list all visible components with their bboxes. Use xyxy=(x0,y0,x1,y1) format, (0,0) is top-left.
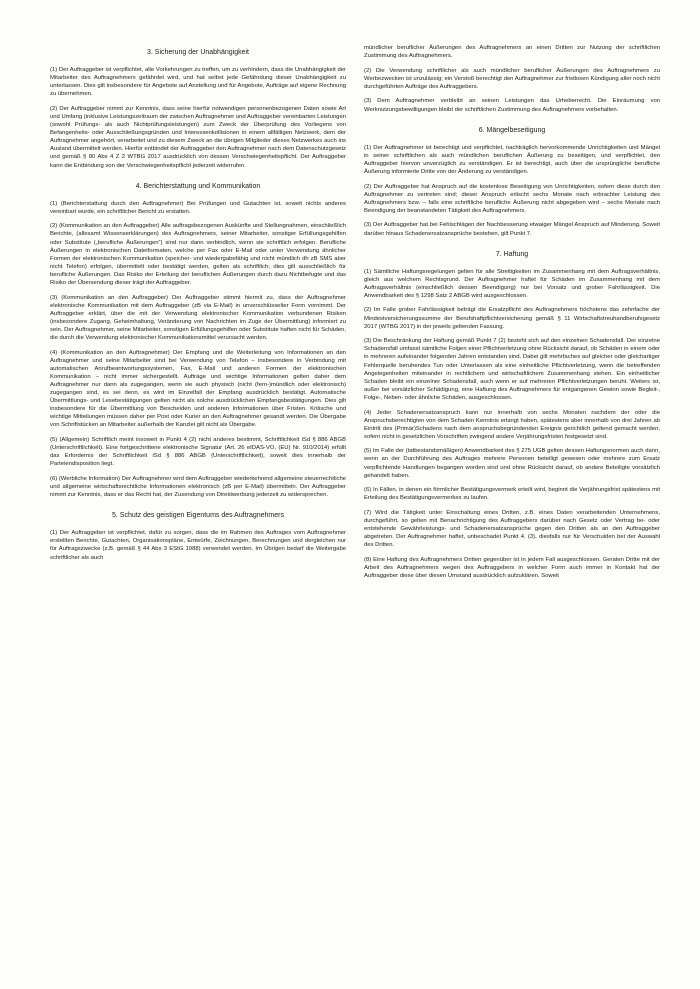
section-6-paragraph-1: (1) Der Auftragnehmer ist berechtigt und verpflichtet, nachträglich hervorkommende Unrichtigkeiten und Mängel in seiner schriftlichen als auch mündlichen beruflichen Äußerung zu beseitigen, und verpflichtet, den Auftraggeber hiervon unverzüglich zu verständigen. Er ist berechtigt, auch über die ursprüngliche berufliche Äußerung informierte Dritte von der Änderung zu verständigen. xyxy=(364,144,660,175)
section-4-paragraph-2: (2) (Kommunikation an den Auftraggeber) Alle auftragsbezogenen Auskünfte und Stellungnahmen, einschließlich Berichte, (allesamt Wissenserklärungen) des Auftragnehmers, seiner Mitarbeiter, sonstiger Erfüllungsgehilfen oder Substitute („berufliche Äußerungen“) sind nur dann verbindlich, wenn sie schriftlich erfolgen. Berufliche Äußerungen in elektronischen Dateiformaten, welche per Fax oder E-Mail oder unter Verwendung ähnlicher Formen der elektronischen Kommunikation (speicher- und wiedergabefähig und nicht mündlich dh zB SMS aber nicht Telefon) erfolgen, übermittelt oder bestätigt werden, gelten als schriftlich; dies gilt ausschließlich für berufliche Äußerungen. Das Risiko der Erteilung der beruflichen Äußerungen durch dazu Nichtbefugte und das Risiko der Übersendung dieser trägt der Auftraggeber. xyxy=(50,223,346,286)
left-column xyxy=(50,48,346,959)
section-3-paragraph-1: (1) Der Auftraggeber ist verpflichtet, alle Vorkehrungen zu treffen, um zu verhindern, dass die Unabhängigkeit der Mitarbeiter des Auftragnehmers gefährdet wird, und hat selbst jede Gefährdung dieser Unabhängigkeit zu unterlassen. Dies gilt insbesondere für Angebote auf Anstellung und für Angebote, Aufträge auf eigene Rechnung zu übernehmen. xyxy=(50,67,346,98)
section-4-paragraph-1: (1) (Berichterstattung durch den Auftragnehmer) Bei Prüfungen und Gutachten ist, soweit nichts anderes vereinbart wurde, ein schriftlicher Bericht zu erstatten. xyxy=(50,200,346,215)
section-7-paragraph-8: (8) Eine Haftung des Auftragnehmers Dritten gegenüber ist in jedem Fall ausgeschlossen. Geraten Dritte mit der Arbeit des Auftragnehmers wegen des Auftraggebers in welcher Form auch immer in Kontakt hat der Auftraggeber diese über diesen Umstand ausdrücklich aufzuklären. Soweit xyxy=(364,556,660,580)
section-4-paragraph-3: (3) (Kommunikation an den Auftraggeber) Der Auftraggeber stimmt hiermit zu, dass der Auftragnehmer elektronische Kommunikation mit dem Auftraggeber (zB via E-Mail) in unverschlüsselter Form vornimmt. Der Auftraggeber erklärt, über die mit der Verwendung elektronischer Kommunikation verbundenen Risiken (insbesondere Zugang, Geheimhaltung, Veränderung von Nachrichten im Zuge der Übermittlung) informiert zu sein. Der Auftragnehmer, seine Mitarbeiter, sonstigen Erfüllungsgehilfen oder Substitute haften nicht für Schäden, die durch die Verwendung elektronischer Kommunikationsmittel verursacht werden. xyxy=(50,294,346,342)
section-3-heading: 3. Sicherung der Unabhängigkeit xyxy=(147,49,249,56)
section-4-paragraph-4: (4) (Kommunikation an den Auftragnehmer) Der Empfang und die Weiterleitung von Informationen an den Auftragnehmer und seine Mitarbeiter sind bei Verwendung von Telefon – insbesondere in Verbindung mit automatischen Anrufbeantwortungssystemen, Fax, E-Mail und anderen Formen der elektronischen Kommunikation – nicht immer sichergestellt. Aufträge und wichtige Informationen gelten daher dem Auftragnehmer nur dann als zugegangen, wenn sie auch physisch (nicht (fern-)mündlich oder elektronisch) zugegangen sind, es sei denn, es wird im Einzelfall der Empfang ausdrücklich bestätigt. Automatische Übermittlungs- und Lesebestätigungen gelten nicht als solche ausdrücklichen Empfangsbestätigungen. Dies gilt insbesondere für die Übermittlung von Bescheiden und anderen Informationen über Fristen. Kritische und wichtige Mitteilungen müssen daher per Post oder Kurier an den Auftragnehmer gesandt werden. Die Übergabe von Schriftstücken an Mitarbeiter außerhalb der Kanzlei gilt nicht als Übergabe. xyxy=(50,349,346,429)
section-6-heading: 6. Mängelbeseitigung xyxy=(478,126,546,134)
section-6-paragraph-2: (2) Der Auftraggeber hat Anspruch auf die kostenlose Beseitigung von Unrichtigkeiten, sofern diese durch den Auftragnehmer zu vertreten sind; dieser Anspruch erlischt sechs Monate nach erbrachter Leistung des Auftragnehmers bzw. – falls eine schriftliche berufliche Äußerung nicht abgegeben wird – sechs Monate nach Beendigung der beanstandeten Tätigkeit des Auftragnehmers. xyxy=(364,183,660,214)
section-4-paragraph-6: (6) (Werbliche Information) Der Auftragnehmer wird dem Auftraggeber wiederkehrend allgemeine steuerrechtliche und allgemeine wirtschaftsrechtliche Informationen elektronisch (zB per E-Mail) übermitteln. Der Auftraggeber nimmt zur Kenntnis, dass er das Recht hat, der Zusendung von Direktwerbung jederzeit zu widersprechen. xyxy=(50,475,346,499)
section-7-paragraph-3: (3) Die Beschränkung der Haftung gemäß Punkt 7 (2) bezieht sich auf den einzelnen Schadensfall. Der einzelne Schadensfall umfasst sämtliche Folgen einer Pflichtverletzung ohne Rücksicht darauf, ob Schäden in einem oder in mehreren aufeinander folgenden Jahren entstanden sind. Dabei gilt mehrfaches auf gleicher oder gleichartiger Fehlerquelle beruhendes Tun oder Unterlassen als eine einheitliche Pflichtverletzung, wenn die betreffenden Angelegenheiten miteinander in rechtlichem und wirtschaftlichem Zusammenhang stehen. Ein einheitlicher Schaden bleibt ein einzelner Schadensfall, auch wenn er auf mehreren Pflichtverletzungen beruht. Weiters ist, außer bei vorsätzlicher Schädigung, eine Haftung des Auftragnehmers für entgangenen Gewinn sowie Begleit-, Folge-, Neben- oder ähnliche Schäden, ausgeschlossen. xyxy=(364,338,660,401)
section-5-continued-paragraph: mündlicher beruflicher Äußerungen des Auftragnehmers an einen Dritten zur Nutzung der schriftlichen Zustimmung des Auftragnehmers. xyxy=(364,45,660,60)
section-5-paragraph-3: (3) Dem Auftragnehmer verbleibt an seinen Leistungen das Urheberrecht. Die Einräumung von Werknutzungsbewilligungen bleibt der schriftlichen Zustimmung des Auftragnehmers vorbehalten. xyxy=(364,98,660,113)
section-3-paragraph-2: (2) Der Auftraggeber nimmt zur Kenntnis, dass seine hierfür notwendigen personenbezogenen Daten sowie Art und Umfang (inklusive Leistungszeitraum der zwischen Auftragnehmer und Auftraggeber vereinbarten Leistungen (sowohl Prüfungs- als auch Nichtprüfungsleistungen) zum Zweck der Überprüfung des Vorliegens von Befangenheits- oder Ausschließungsgründen und Interessenkollisionen in einem allfälligen Netzwerk, dem der Auftragnehmer angehört, verarbeitet und zu diesem Zweck an die übrigen Mitglieder dieses Netzwerkes auch ins Ausland übermittelt werden. Hierfür entbindet der Auftraggeber den Auftragnehmer nach dem Datenschutzgesetz und gemäß § 80 Abs 4 Z 2 WTBG 2017 ausdrücklich von dessen Verschwiegenheitspflicht. Der Auftraggeber kann die Entbindung von der Verschwiegenheitspflicht jederzeit widerrufen. xyxy=(50,105,346,169)
section-4-heading: 4. Berichterstattung und Kommunikation xyxy=(135,182,261,190)
section-7-paragraph-1: (1) Sämtliche Haftungsregelungen gelten für alle Streitigkeiten im Zusammenhang mit dem Auftragsverhältnis, gleich aus welchem Rechtsgrund. Der Auftragnehmer haftet für Schäden im Zusammenhang mit dem Auftragsverhältnis (einschließlich dessen Beendigung) nur bei Vorsatz und grober Fahrlässigkeit. Die Anwendbarkeit des § 1298 Satz 2 ABGB wird ausgeschlossen. xyxy=(364,268,660,299)
section-7-paragraph-4: (4) Jeder Schadenersatzanspruch kann nur innerhalb von sechs Monaten nachdem der oder die Anspruchsberechtigten von dem Schaden Kenntnis erlangt haben, spätestens aber innerhalb von drei Jahren ab Eintritt des (Primär)Schadens nach dem anspruchsbegründenden Ereignis gerichtlich geltend gemacht werden, sofern nicht in gesetzlichen Vorschriften zwingend andere Verjährungsfristen festgesetzt sind. xyxy=(364,409,660,440)
section-5-heading: 5. Schutz des geistigen Eigentums des Auftragnehmers xyxy=(112,512,284,520)
section-7-heading: 7. Haftung xyxy=(495,250,529,258)
section-6-paragraph-3: (3) Der Auftraggeber hat bei Fehlschlägen der Nachbesserung etwaiger Mängel Anspruch auf Minderung. Soweit darüber hinaus Schadenersatzansprüche bestehen, gilt Punkt 7. xyxy=(364,222,660,237)
right-column xyxy=(364,44,660,959)
section-7-paragraph-5: (5) Im Falle der (tatbestandsmäßigen) Anwendbarkeit des § 275 UGB gelten dessen Haftungsnormen auch dann, wenn an der Durchführung des Auftrages mehrere Personen beteiligt gewesen oder mehrere zum Ersatz verpflichtende Handlungen begangen worden sind und ohne Rücksicht darauf, ob andere Beteiligte vorsätzlich gehandelt haben. xyxy=(364,448,660,479)
section-7-paragraph-7: (7) Wird die Tätigkeit unter Einschaltung eines Dritten, z.B. eines Daten verarbeitenden Unternehmens, durchgeführt, so gelten mit Benachrichtigung des Auftraggebers darüber nach Gesetz oder Vertrag be- oder entstehende Gewährleistungs- und Schadenersatzansprüche gegen den Dritten als an den Auftraggeber abgetreten. Der Auftragnehmer haftet, unbeschadet Punkt 4. (3), diesfalls nur für Verschulden bei der Auswahl des Dritten. xyxy=(364,509,660,549)
section-5-paragraph-1: (1) Der Auftraggeber ist verpflichtet, dafür zu sorgen, dass die im Rahmen des Auftrages vom Auftragnehmer erstellten Berichte, Gutachten, Organisationspläne, Entwürfe, Zeichnungen, Berechnungen und dergleichen nur für Auftragszwecke (z.B. gemäß § 44 Abs 3 EStG 1988) verwendet werden. Im Übrigen bedarf die Weitergabe schriftlicher als auch xyxy=(50,530,346,561)
section-4-paragraph-5: (5) (Allgemein) Schriftlich meint insoweit in Punkt 4 (2) nicht anderes bestimmt, Schriftlichkeit iSd § 886 ABGB (Unterschriftlichkeit). Eine fortgeschrittene elektronische Signatur (Art. 26 eIDAS-VO, (EU) Nr. 910/2014) erfüllt das Erfordernis der Schriftlichkeit iSd § 886 ABGB (Unterschriftlichkeit), soweit dies innerhalb der Parteiendisposition liegt. xyxy=(50,437,346,468)
section-7-paragraph-2: (2) Im Falle grober Fahrlässigkeit beträgt die Ersatzpflicht des Auftragnehmers höchstens das zehnfache der Mindestversicherungssumme der Berufshaftpflichtversicherung gemäß § 11 Wirtschaftstreuhandberufsgesetz 2017 (WTBG 2017) in der jeweils geltenden Fassung. xyxy=(364,307,660,330)
section-7-paragraph-6: (6) In Fällen, in denen ein förmlicher Bestätigungsvermerk erteilt wird, beginnt die Verjährungsfrist spätestens mit Erteilung des Bestätigungsvermerkes zu laufen. xyxy=(364,487,660,502)
section-5-paragraph-2: (2) Die Verwendung schriftlicher als auch mündlicher beruflicher Äußerungen des Auftragnehmers zu Werbezwecken ist unzulässig; ein Verstoß berechtigt den Auftragnehmer zur fristlosen Kündigung aller noch nicht durchgeführten Aufträge des Auftraggebers. xyxy=(364,67,660,90)
